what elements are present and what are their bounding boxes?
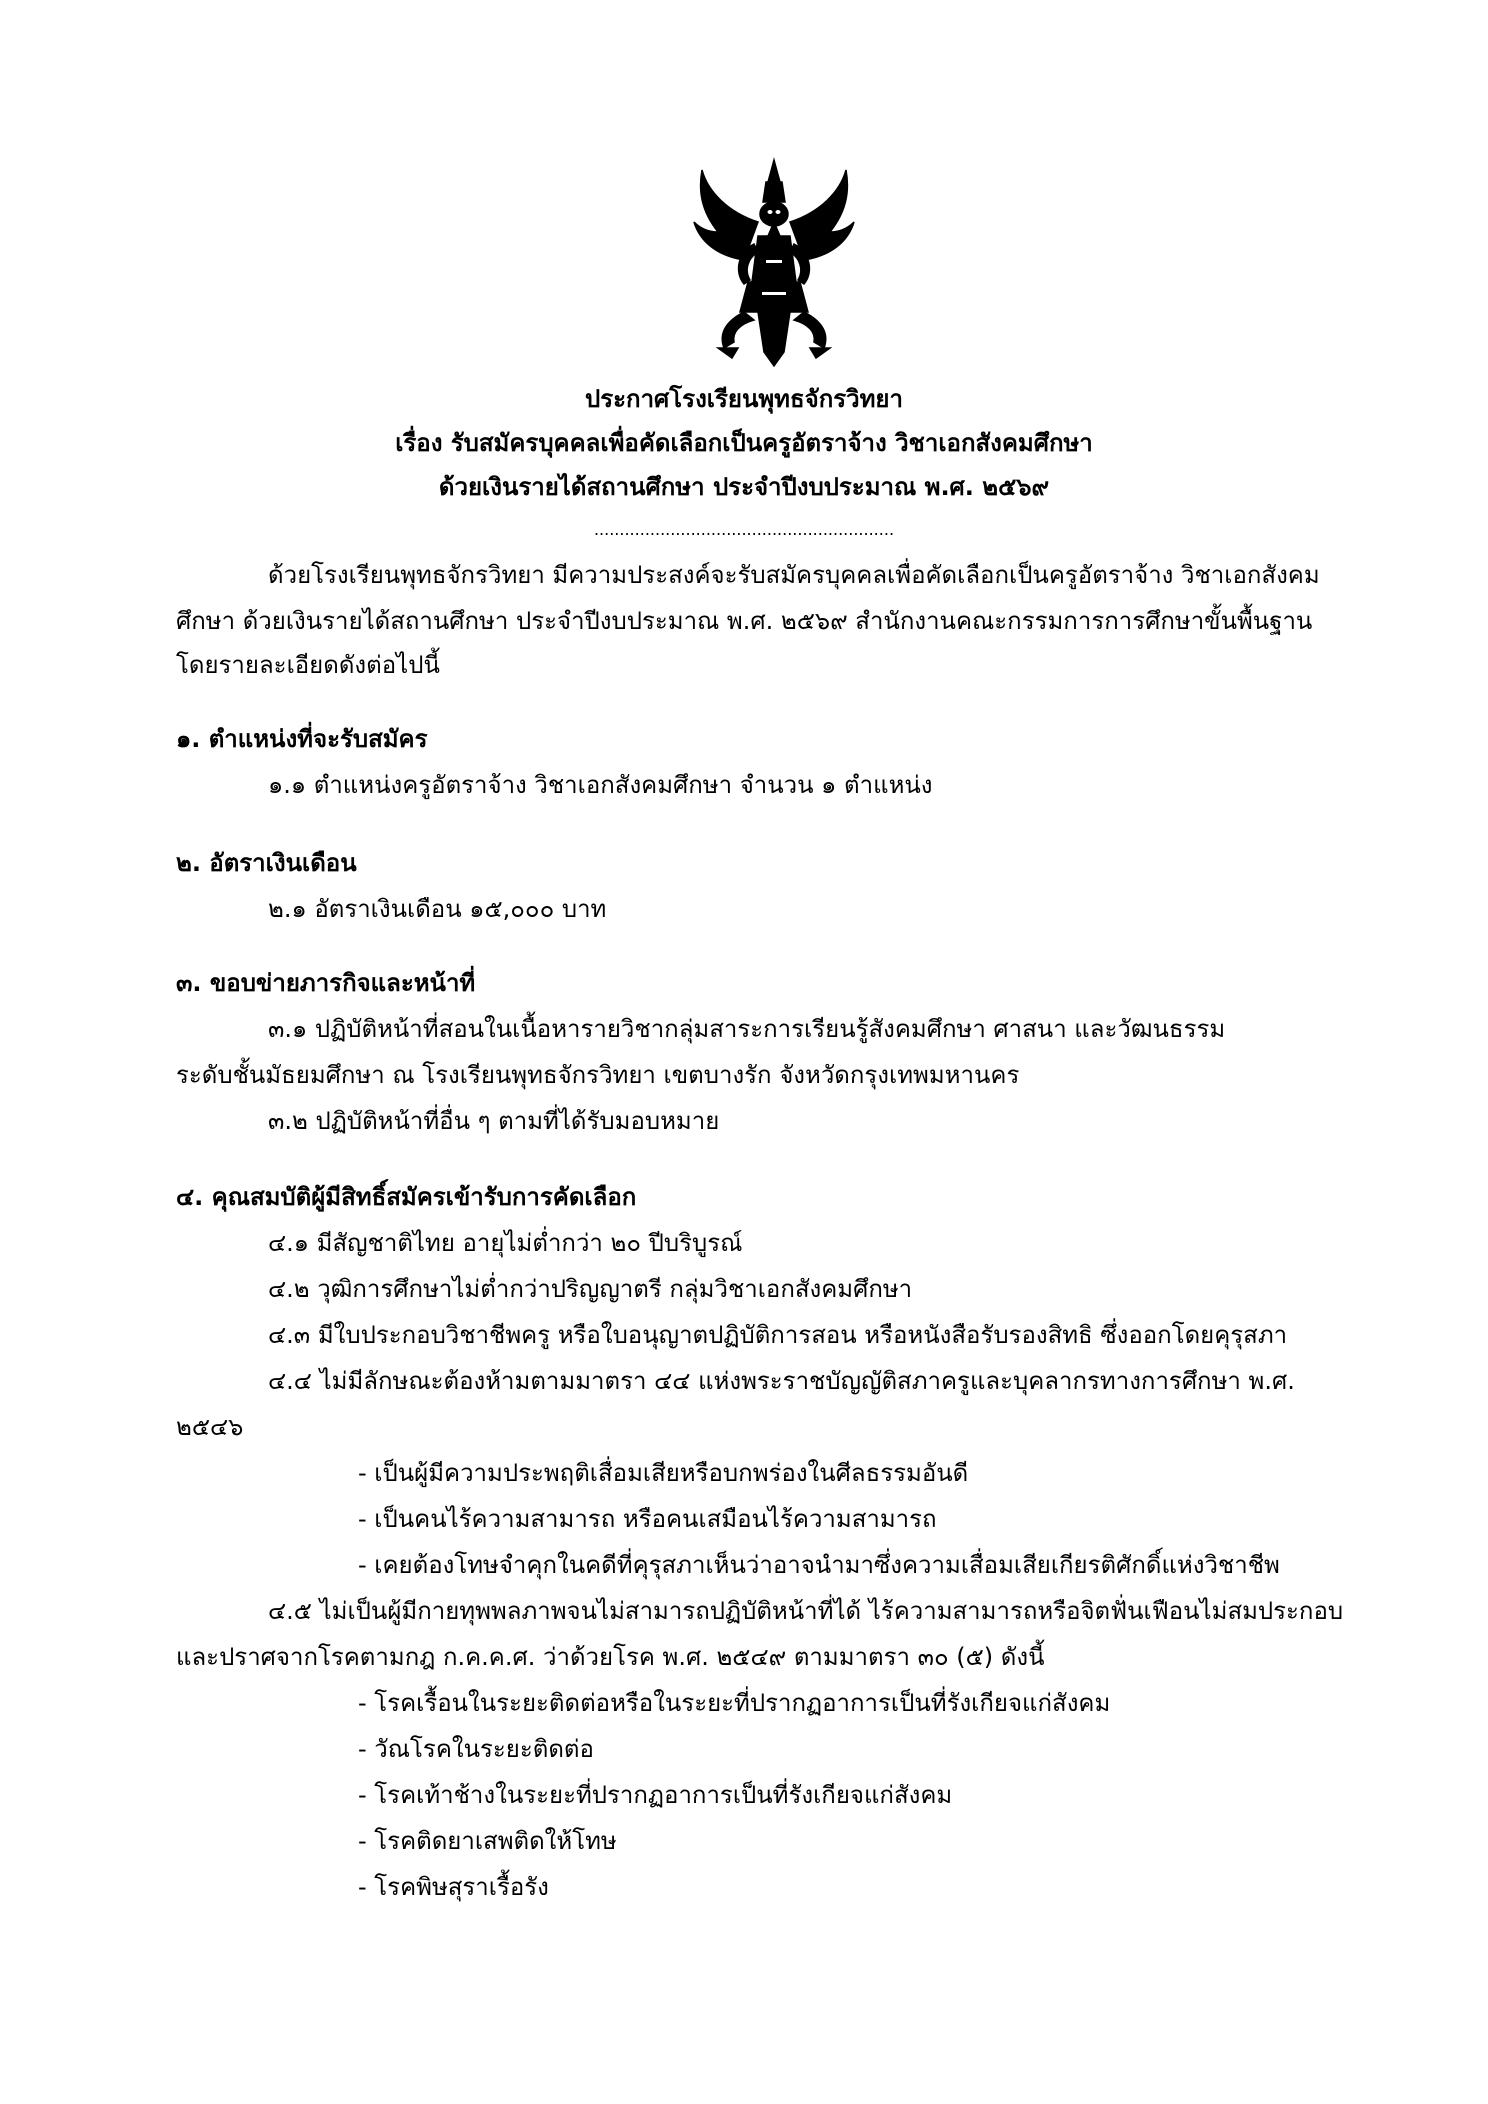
list-item: ๔.๒ วุฒิการศึกษาไม่ต่ำกว่าปริญญาตรี กลุ่มวิชาเอกสังคมศึกษา xyxy=(268,1275,913,1303)
list-item: ๓.๑ ปฏิบัติหน้าที่สอนในเนื้อหารายวิชากลุ่มสาระการเรียนรู้สังคมศึกษา ศาสนา และวัฒนธรรม xyxy=(268,1015,1226,1043)
list-item: - โรคเรื้อนในระยะติดต่อหรือในระยะที่ปรากฏอาการเป็นที่รังเกียจแก่สังคม xyxy=(358,1689,1111,1717)
list-item: - โรคพิษสุราเรื้อรัง xyxy=(358,1873,549,1901)
announcement-subject: เรื่อง รับสมัครบุคคลเพื่อคัดเลือกเป็นครูอัตราจ้าง วิชาเอกสังคมศึกษา xyxy=(395,429,1093,457)
list-item: ๓.๒ ปฏิบัติหน้าที่อื่น ๆ ตามที่ได้รับมอบหมาย xyxy=(268,1107,720,1135)
intro-line: โดยรายละเอียดดังต่อไปนี้ xyxy=(176,651,440,679)
list-item: ๒.๑ อัตราเงินเดือน ๑๕,๐๐๐ บาท xyxy=(268,895,607,923)
section-heading: ๓. ขอบข่ายภารกิจและหน้าที่ xyxy=(176,969,476,997)
list-item: ๔.๓ มีใบประกอบวิชาชีพครู หรือใบอนุญาตปฏิบัติการสอน หรือหนังสือรับรองสิทธิ ซึ่งออกโดยคุรุสภา xyxy=(268,1321,1288,1349)
list-item: - เป็นผู้มีความประพฤติเสื่อมเสียหรือบกพร่องในศีลธรรมอันดี xyxy=(358,1459,969,1487)
section-heading: ๒. อัตราเงินเดือน xyxy=(176,849,357,877)
list-item: - เป็นคนไร้ความสามารถ หรือคนเสมือนไร้ความสามารถ xyxy=(358,1505,937,1533)
intro-line: ด้วยโรงเรียนพุทธจักรวิทยา มีความประสงค์จะรับสมัครบุคคลเพื่อคัดเลือกเป็นครูอัตราจ้าง วิชาเอกสังคม xyxy=(268,561,1320,589)
section-heading: ๑. ตำแหน่งที่จะรับสมัคร xyxy=(176,725,428,753)
list-item: ๑.๑ ตำแหน่งครูอัตราจ้าง วิชาเอกสังคมศึกษา จำนวน ๑ ตำแหน่ง xyxy=(268,771,933,799)
title-separator: ........................................................... xyxy=(593,520,895,539)
list-item: ๔.๕ ไม่เป็นผู้มีกายทุพพลภาพจนไม่สามารถปฏิบัติหน้าที่ได้ ไร้ความสามารถหรือจิตฟั่นเฟือนไม่สมประกอบ xyxy=(268,1597,1344,1625)
announcement-budget-line: ด้วยเงินรายได้สถานศึกษา ประจำปีงบประมาณ พ.ศ. ๒๕๖๙ xyxy=(438,473,1050,501)
list-item: ๔.๑ มีสัญชาติไทย อายุไม่ต่ำกว่า ๒๐ ปีบริบูรณ์ xyxy=(268,1229,743,1257)
garuda-emblem-icon xyxy=(688,152,860,374)
list-item: ๒๕๔๖ xyxy=(176,1413,244,1441)
list-item: และปราศจากโรคตามกฎ ก.ค.ค.ศ. ว่าด้วยโรค พ.ศ. ๒๕๔๙ ตามมาตรา ๓๐ (๕) ดังนี้ xyxy=(176,1643,1045,1671)
list-item: - วัณโรคในระยะติดต่อ xyxy=(358,1735,594,1763)
section-heading: ๔. คุณสมบัติผู้มีสิทธิ์สมัครเข้ารับการคัดเลือก xyxy=(176,1183,637,1211)
list-item: ๔.๔ ไม่มีลักษณะต้องห้ามตามมาตรา ๔๔ แห่งพระราชบัญญัติสภาครูและบุคลากรทางการศึกษา พ.ศ. xyxy=(268,1367,1295,1395)
intro-line: ศึกษา ด้วยเงินรายได้สถานศึกษา ประจำปีงบประมาณ พ.ศ. ๒๕๖๙ สำนักงานคณะกรรมการการศึกษาขั้นพื้นฐาน xyxy=(176,607,1313,635)
list-item: - โรคเท้าช้างในระยะที่ปรากฏอาการเป็นที่รังเกียจแก่สังคม xyxy=(358,1781,953,1809)
list-item: - โรคติดยาเสพติดให้โทษ xyxy=(358,1827,617,1855)
list-item: - เคยต้องโทษจำคุกในคดีที่คุรุสภาเห็นว่าอาจนำมาซึ่งความเสื่อมเสียเกียรติศักดิ์แห่งวิชาชีพ xyxy=(358,1551,1280,1579)
announcement-title: ประกาศโรงเรียนพุทธจักรวิทยา xyxy=(585,385,903,413)
list-item: ระดับชั้นมัธยมศึกษา ณ โรงเรียนพุทธจักรวิทยา เขตบางรัก จังหวัดกรุงเทพมหานคร xyxy=(176,1061,1020,1089)
